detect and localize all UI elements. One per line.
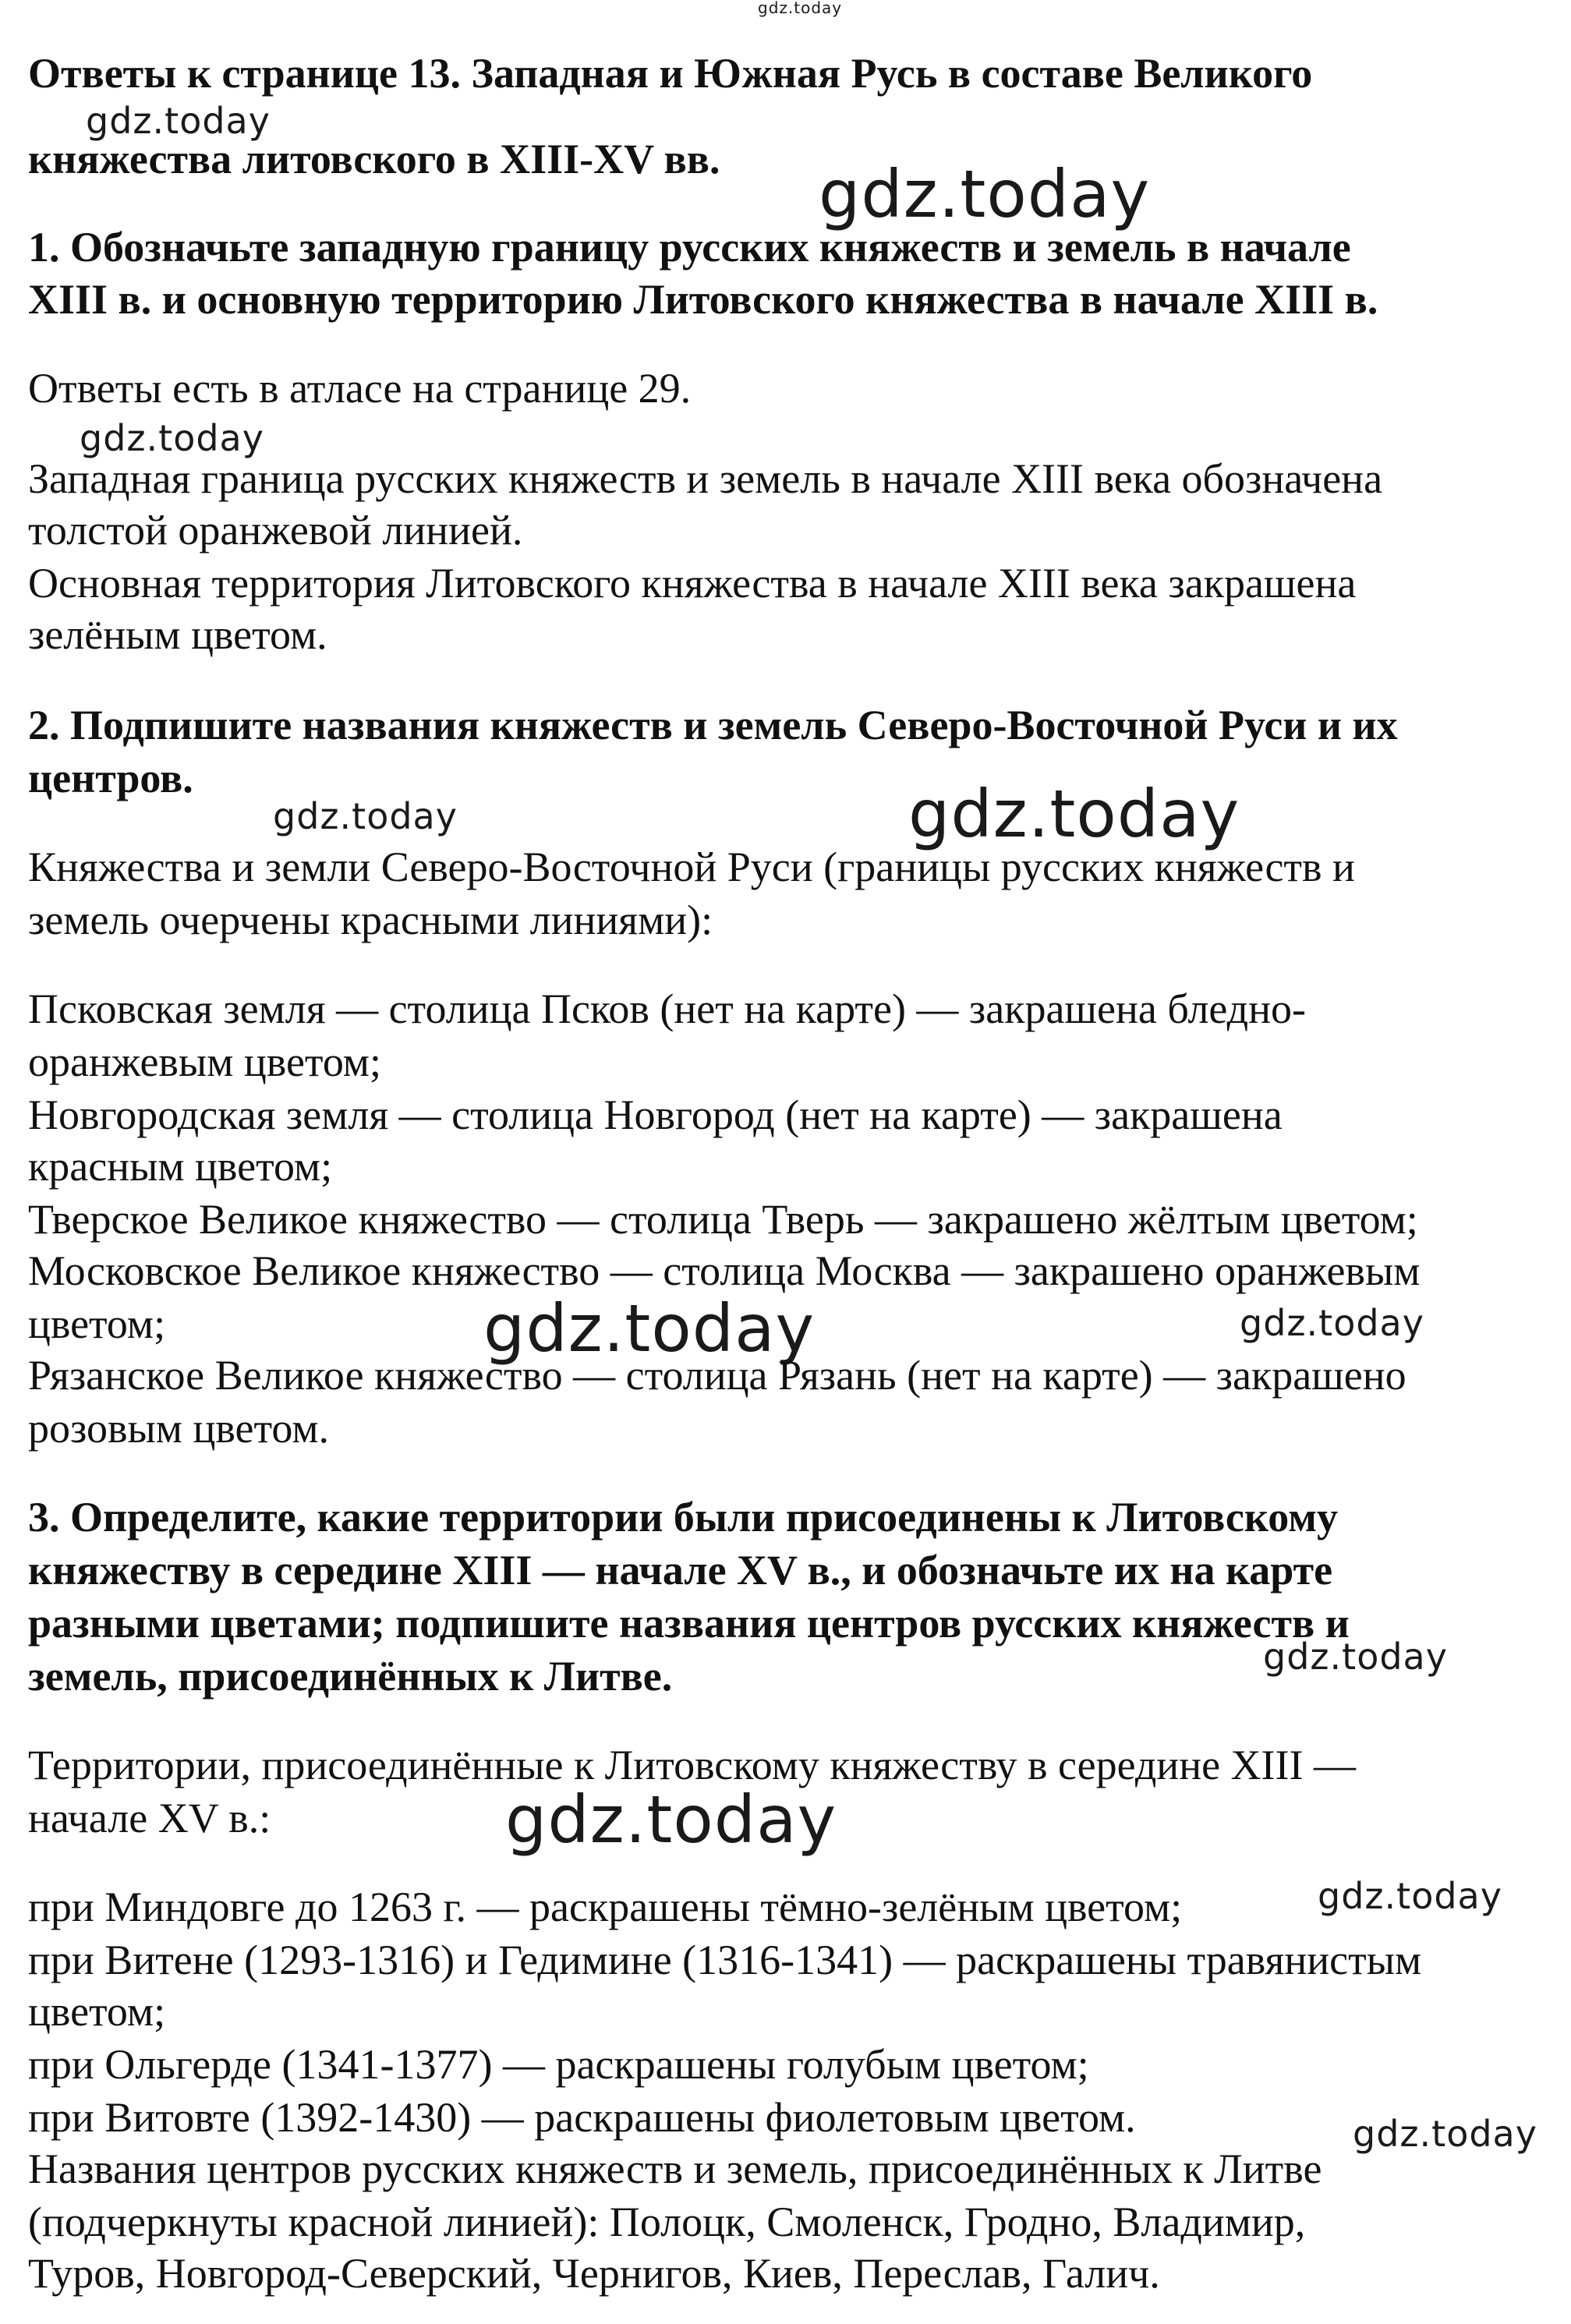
principality-list-item: Рязанское Великое княжество — столица Рязань (нет на карте) — закрашено — [28, 1352, 1406, 1399]
watermark: gdz.today — [273, 795, 458, 837]
principality-list-item: розовым цветом. — [28, 1405, 330, 1452]
principality-list-item: оранжевым цветом; — [28, 1038, 381, 1085]
territory-list-item: при Ольгерде (1341-1377) — раскрашены голубым цветом; — [28, 2041, 1089, 2088]
watermark: gdz.today — [908, 776, 1240, 852]
question-1-heading: XIII в. и основную территорию Литовского княжества в начале XIII в. — [28, 276, 1378, 323]
question-3-intro: Территории, присоединённые к Литовскому княжеству в середине XIII — — [28, 1742, 1357, 1788]
watermark: gdz.today — [80, 417, 264, 459]
principality-list-item: Псковская земля — столица Псков (нет на карте) — закрашена бледно- — [28, 985, 1307, 1032]
question-3-heading: разными цветами; подпишите названия центров русских княжеств и — [28, 1600, 1350, 1647]
territory-list-item: при Витене (1293-1316) и Гедимине (1316-1341) — раскрашены травянистым — [28, 1937, 1422, 1983]
page-title-line: Ответы к странице 13. Западная и Южная Русь в составе Великого — [28, 50, 1313, 97]
question-1-answer: зелёным цветом. — [28, 611, 327, 658]
watermark: gdz.today — [1318, 1875, 1502, 1917]
question-1-answer: Западная граница русских княжеств и земель в начале XIII века обозначена — [28, 455, 1383, 502]
principality-list-item: Тверское Великое княжество — столица Тверь — закрашено жёлтым цветом; — [28, 1196, 1418, 1243]
question-1-answer: толстой оранжевой линией. — [28, 507, 523, 554]
principality-list-item: цветом; — [28, 1300, 166, 1347]
question-1-answer: Основная территория Литовского княжества в начале XIII века закрашена — [28, 560, 1357, 607]
territory-list-item: Туров, Новгород-Северский, Чернигов, Киев, Переслав, Галич. — [28, 2250, 1160, 2297]
principality-list-item: красным цветом; — [28, 1143, 333, 1190]
watermark: gdz.today — [1240, 1302, 1424, 1344]
page-title-line: княжества литовского в XIII-XV вв. — [28, 136, 720, 182]
question-3-intro: начале XV в.: — [28, 1795, 271, 1841]
question-2-heading: центров. — [28, 755, 193, 801]
principality-list-item: Новгородская земля — столица Новгород (нет на карте) — закрашена — [28, 1091, 1283, 1138]
question-2-intro: земель очерчены красными линиями): — [28, 897, 713, 943]
watermark: gdz.today — [819, 156, 1151, 232]
principality-list-item: Московское Великое княжество — столица Москва — закрашено оранжевым — [28, 1247, 1421, 1294]
territory-list-item: при Миндовге до 1263 г. — раскрашены тёмно-зелёным цветом; — [28, 1884, 1183, 1930]
watermark-top: gdz.today — [758, 0, 843, 17]
question-2-intro: Княжества и земли Северо-Восточной Руси (границы русских княжеств и — [28, 844, 1355, 890]
watermark: gdz.today — [483, 1290, 816, 1367]
question-2-heading: 2. Подпишите названия княжеств и земель Северо-Восточной Руси и их — [28, 702, 1398, 748]
watermark: gdz.today — [505, 1781, 837, 1858]
watermark: gdz.today — [1263, 1636, 1448, 1678]
territory-list-item: (подчеркнуты красной линией): Полоцк, Смоленск, Гродно, Владимир, — [28, 2198, 1306, 2245]
watermark: gdz.today — [1353, 2113, 1537, 2155]
territory-list-item: цветом; — [28, 1988, 166, 2035]
question-1-answer: Ответы есть в атласе на странице 29. — [28, 365, 692, 412]
question-1-heading: 1. Обозначьте западную границу русских княжеств и земель в начале — [28, 224, 1351, 271]
question-3-heading: княжеству в середине XIII — начале XV в., и обозначьте их на карте — [28, 1547, 1333, 1594]
territory-list-item: при Витовте (1392-1430) — раскрашены фиолетовым цветом. — [28, 2094, 1136, 2141]
watermark: gdz.today — [86, 100, 271, 142]
territory-list-item: Названия центров русских княжеств и земель, присоединённых к Литве — [28, 2145, 1322, 2192]
question-3-heading: земель, присоединённых к Литве. — [28, 1653, 673, 1700]
question-3-heading: 3. Определите, какие территории были присоединены к Литовскому — [28, 1494, 1339, 1540]
